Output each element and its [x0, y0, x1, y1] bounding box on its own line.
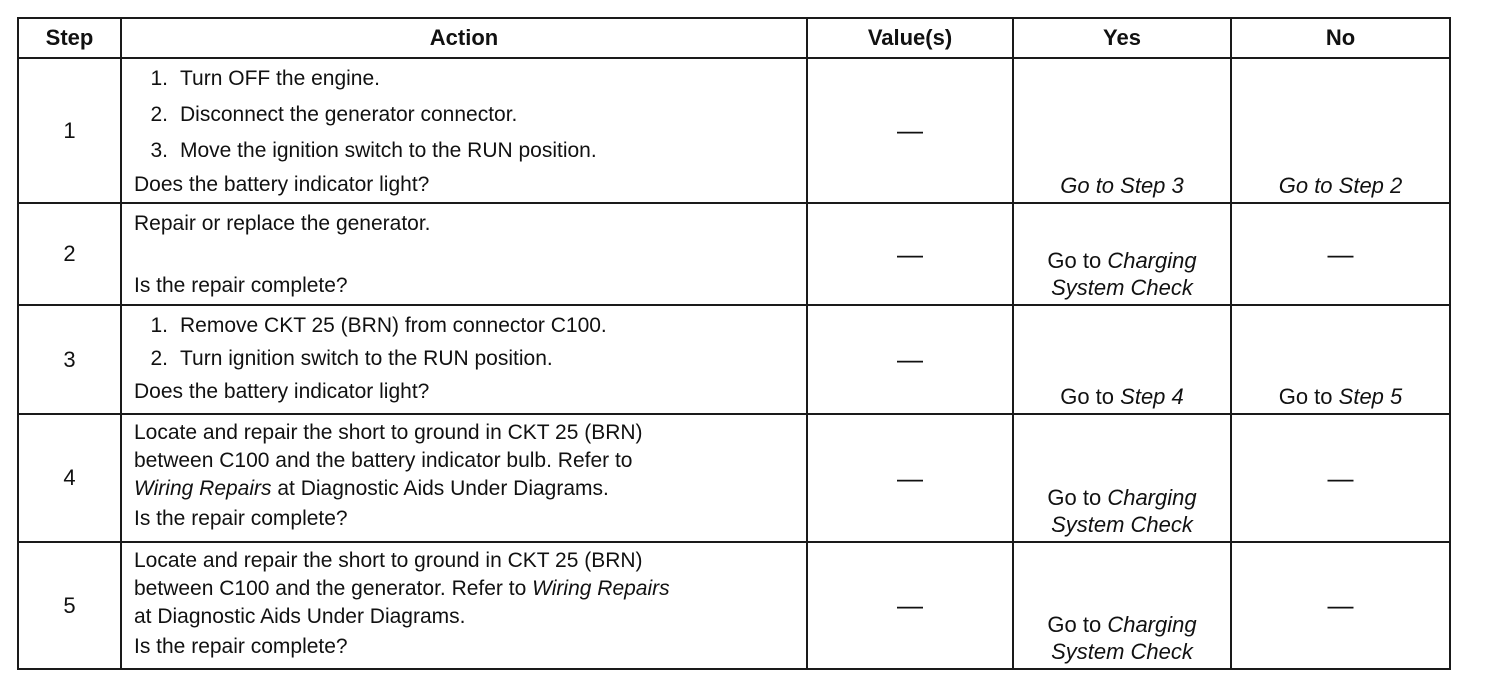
action-list [134, 310, 798, 374]
action-cell [121, 58, 807, 203]
dash-value: — [897, 238, 923, 269]
diagnostic-table [17, 17, 1451, 670]
yes-cell [1013, 203, 1231, 305]
no-cell [1231, 305, 1450, 414]
value-cell [807, 305, 1013, 414]
list-item: 2. Turn ignition switch to the RUN position. [150, 347, 553, 370]
dash-value: — [1327, 462, 1354, 493]
step-number: 4 [18, 414, 121, 542]
list-item: 3. Move the ignition switch to the RUN position. [150, 139, 597, 162]
action-question: Does the battery indicator light? [134, 380, 430, 403]
header-action: Action [121, 18, 807, 58]
action-cell [121, 414, 807, 542]
step-number: 3 [18, 305, 121, 414]
dash-value: — [897, 115, 923, 145]
action-question: Does the battery indicator light? [134, 173, 430, 196]
list-item: 1. Turn OFF the engine. [150, 67, 380, 90]
value-cell [807, 414, 1013, 542]
action-question: Is the repair complete? [134, 507, 348, 530]
action-cell [121, 305, 807, 414]
list-item: 1. Remove CKT 25 (BRN) from connector C100. [150, 314, 607, 337]
action-text: between C100 and the battery indicator bulb. Refer to [134, 449, 633, 472]
table-row [18, 305, 1450, 414]
yes-cell [1013, 305, 1231, 414]
header-step: Step [18, 18, 121, 58]
action-question: Is the repair complete? [134, 635, 348, 658]
value-cell [807, 58, 1013, 203]
no-link[interactable]: Go to Step 2 [1278, 173, 1403, 198]
dash-value: — [1327, 590, 1354, 620]
action-list [134, 63, 798, 166]
dash-value: — [897, 462, 923, 493]
yes-link[interactable]: Go to Charging System Check [1047, 612, 1197, 664]
action-text: Wiring Repairs at Diagnostic Aids Under Diagrams. [134, 477, 609, 500]
list-item: 2. Disconnect the generator connector. [150, 103, 518, 126]
dash-value: — [897, 344, 923, 374]
table-row [18, 414, 1450, 542]
action-text: between C100 and the generator. Refer to Wiring Repairs [134, 577, 670, 600]
step-number: 1 [18, 58, 121, 203]
table-row [18, 203, 1450, 305]
yes-link[interactable]: Go to Charging System Check [1047, 248, 1197, 300]
table-row [18, 58, 1450, 203]
no-cell [1231, 542, 1450, 669]
yes-cell [1013, 542, 1231, 669]
action-text: Locate and repair the short to ground in CKT 25 (BRN) [134, 421, 643, 444]
value-cell [807, 542, 1013, 669]
yes-cell [1013, 58, 1231, 203]
yes-link[interactable]: Go to Charging System Check [1047, 485, 1197, 537]
header-yes: Yes [1013, 18, 1231, 58]
no-cell [1231, 414, 1450, 542]
step-number: 5 [18, 542, 121, 669]
no-cell [1231, 58, 1450, 203]
yes-link[interactable]: Go to Step 4 [1060, 384, 1184, 409]
header-values: Value(s) [807, 18, 1013, 58]
action-question: Is the repair complete? [134, 274, 348, 297]
action-cell [121, 203, 807, 305]
yes-cell [1013, 414, 1231, 542]
no-link[interactable]: Go to Step 5 [1278, 384, 1403, 409]
value-cell [807, 203, 1013, 305]
dash-value: — [1327, 238, 1354, 269]
header-row [18, 18, 1450, 58]
dash-value: — [897, 590, 923, 620]
header-no: No [1231, 18, 1450, 58]
action-text: Repair or replace the generator. [134, 212, 431, 235]
yes-link[interactable]: Go to Step 3 [1060, 173, 1184, 198]
step-number: 2 [18, 203, 121, 305]
no-cell [1231, 203, 1450, 305]
action-text: Locate and repair the short to ground in CKT 25 (BRN) [134, 549, 643, 572]
action-cell [121, 542, 807, 669]
table-row [18, 542, 1450, 669]
action-text: at Diagnostic Aids Under Diagrams. [134, 605, 466, 628]
